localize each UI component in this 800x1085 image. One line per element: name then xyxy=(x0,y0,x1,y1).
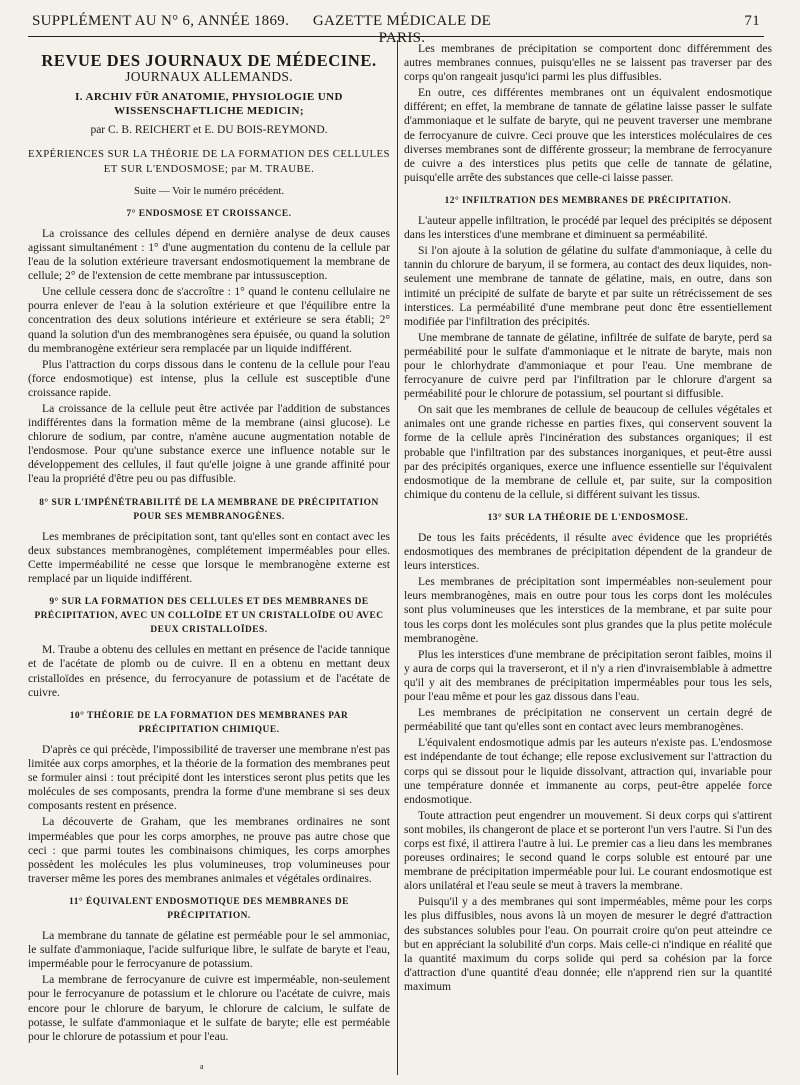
header-journal-title: GAZETTE MÉDICALE DE PARIS. xyxy=(312,13,492,46)
section-subtitle: JOURNAUX ALLEMANDS. xyxy=(125,69,293,85)
header-rule xyxy=(28,36,764,37)
paragraph: D'après ce qui précède, l'impossibilité de traverser une membrane n'est pas limitée aux corps amorphes, et la théorie de la formation des membranes peut se formuler ainsi : tout précipité dont les interstices seront plus petits que les molécules de ses composants, prendra la forme d'une membrane si ses deux composants restent en présence. xyxy=(28,742,390,813)
paragraph: En outre, ces différentes membranes ont un équivalent endosmotique différent; en effet, la membrane de tannate de gélatine laisse passer le sulfate d'ammoniaque et le sulfate de baryte, qui ne peuvent traverser une membrane de ferrocyanure de cuivre. Ceci prouve que les interstices moléculaires de ces diverses membranes sont de différente grosseur; la membrane de ferrocyanure de cuivre a des interstices plus petits que celle de tannate de gélatine, puisqu'elle arrête des substances que celle-ci laisse passer. xyxy=(404,86,772,184)
paragraph: Une membrane de tannate de gélatine, infiltrée de sulfate de baryte, perd sa perméabilité pour le sulfate d'ammoniaque et le nitrate de baryte, mais non pour le chlorhydrate d'ammoniaque et pour l'eau. Une membrane de ferrocyanure de cuivre perd par l'infiltration par le chlorure d'argent sa perméabilité pour le chlorure de potassium, sel pourtant si diffusible. xyxy=(404,330,772,401)
byline: par C. B. REICHERT et E. DU BOIS-REYMOND. xyxy=(90,124,328,137)
paragraph: Les membranes de précipitation sont, tant qu'elles sont en contact avec les deux substances membranogènes, complétement imperméables pour elles. Cette imperméabilité ne cesse que lorsque le membranogène externe est remplacé par un liquide indifférent. xyxy=(28,529,390,585)
running-header xyxy=(32,13,760,46)
heading-12: 12° INFILTRATION DES MEMBRANES DE PRÉCIPITATION. xyxy=(444,195,732,206)
continuation-note: Suite — Voir le numéro précédent. xyxy=(133,184,285,197)
paragraph: Puisqu'il y a des membranes qui sont imperméables, même pour les corps les plus diffusibles, nous avons là un moyen de mesurer le degré d'attraction des substances solubles pour l'eau. On pourrait croire qu'on peut atteindre ce but en appréciant la solubilité d'un corps. Mais celle-ci n'indique en réalité que la quantité maximum du corps solide qui perd sa cohésion par la force d'attraction d'une quantité d'eau donnée; elle n'apprend rien sur la quantité maximum xyxy=(404,895,772,993)
paragraph: La membrane de ferrocyanure de cuivre est imperméable, non-seulement pour le ferrocyanure de potassium et le chlorure ou l'acétate de cuivre, mais encore pour le chlorure de baryum, le chlorure de calcium, le sulfate de potasse, le sulfate d'ammoniaque et le sulfate de baryte; elle est perméable pour le chlorure de potassium et pour l'eau. xyxy=(28,973,390,1043)
paragraph: La membrane du tannate de gélatine est perméable pour le sel ammoniac, le sulfate d'ammoniaque, l'acide sulfurique libre, le sulfate de baryte et l'eau, imperméable pour le ferrocyanure de potassium. xyxy=(28,929,390,971)
paragraph: M. Traube a obtenu des cellules en mettant en présence de l'acide tannique et de l'acétate de plomb ou de cuivre. Il en a obtenu en mettant deux cristalloïdes en présence, du ferrocyanure de potassium et de l'acétate de cuivre. xyxy=(28,643,390,699)
paragraph: On sait que les membranes de cellule de beaucoup de cellules végétales et animales ont une grande richesse en parties fixes, qui conservent souvent la forme de la cellule après l'incinération des substances organiques; il est probable que l'infiltration par des substances inorganiques, et peut-être aussi par des précipités organiques, exerce une influence essentielle sur l'équivalent endosmotique de la membrane de cellule et, par suite, sur la composition chimique du contenu de la cellule, si différent suivant les tissus. xyxy=(404,403,772,501)
left-column xyxy=(28,42,390,1085)
heading-8: 8° SUR L'IMPÉNÉTRABILITÉ DE LA MEMBRANE DE PRÉCIPITATION POUR SES MEMBRANOGÈNES. xyxy=(39,497,379,522)
heading-9: 9° SUR LA FORMATION DES CELLULES ET DES MEMBRANES DE PRÉCIPITATION, AVEC UN COLLOÏDE ET UN CRISTALLOÏDE OU AVEC DEUX CRISTALLOÏDES. xyxy=(34,597,384,636)
paragraph: Une cellule cessera donc de s'accroître : 1° quand le contenu cellulaire ne pourra enlever de l'eau à la solution extérieure et que l'équilibre entre la concentration des deux solutions intérieure et extérieure se sera établi; 2° quand la solution d'un des membranogènes sera épuisée, ou quand la solution du membranogène extérieur sera remplacée par un liquide indifférent. xyxy=(28,285,390,355)
paragraph: De tous les faits précédents, il résulte avec évidence que les propriétés endosmotiques des membranes de précipitation dépendent de la grandeur de leurs interstices. xyxy=(404,531,772,573)
right-column xyxy=(404,42,772,1085)
paragraph: L'auteur appelle infiltration, le procédé par lequel des précipités se déposent dans les interstices d'une membrane et diminuent sa perméabilité. xyxy=(404,214,772,242)
paragraph: La croissance de la cellule peut être activée par l'addition de substances indifférentes dans la formation même de la membrane (ainsi glucose). Le chlorure de sodium, par contre, n'amène aucune augmentation notable de l'endosmose. Pour qu'une substance exerce une influence notable sur le développement des cellules, il faut qu'elle joigne à une grande affinité pour l'eau la propriété d'être peu ou pas diffusible. xyxy=(28,401,390,486)
paragraph: L'équivalent endosmotique admis par les auteurs n'existe pas. L'endosmose est indépendante de tout échange; elle repose exclusivement sur l'attraction du corps qui se dissout pour le liquide dissolvant, attraction qui, invariable pour une température donnée et immanente au corps, peut-être appelée force endosmotique. xyxy=(404,736,772,806)
heading-11: 11° ÉQUIVALENT ENDOSMOTIQUE DES MEMBRANES DE PRÉCIPITATION. xyxy=(69,896,349,921)
heading-7: 7° ENDOSMOSE ET CROISSANCE. xyxy=(126,208,292,219)
heading-10: 10° THÉORIE DE LA FORMATION DES MEMBRANES PAR PRÉCIPITATION CHIMIQUE. xyxy=(69,710,349,735)
paragraph: Les membranes de précipitation se comportent donc différemment des autres membranes connues, puisqu'elles ne se laissent pas traverser par des corps qu'on rangeait jusqu'ici parmi les plus diffusibles. xyxy=(404,42,772,84)
paragraph: La croissance des cellules dépend en dernière analyse de deux causes agissant simultanément : 1° d'une augmentation du contenu de la cellule par l'eau de la solution extérieure traversant endosmotiquement la membrane de cellule; 2° de l'extension de cette membrane par intussusception. xyxy=(28,226,390,283)
header-supplement: SUPPLÉMENT AU N° 6, ANNÉE 1869. xyxy=(32,13,290,29)
heading-13: 13° SUR LA THÉORIE DE L'ENDOSMOSE. xyxy=(487,512,689,523)
journal-name: I. ARCHIV FÜR ANATOMIE, PHYSIOLOGIE UND WISSENSCHAFTLICHE MEDICIN; xyxy=(75,91,343,118)
paragraph: Les membranes de précipitation sont imperméables non-seulement pour leurs membranogènes, mais en outre pour tous les corps dont les molécules sont plus volumineuses que les interstices de la membrane, et par suite pour tous les corps dont les molécules sont plus grandes que la plus petite molécule membranogène. xyxy=(404,575,772,645)
paragraph: Plus les interstices d'une membrane de précipitation seront faibles, moins il y aura de corps qui la traverseront, et il n'y a rien d'invraisemblable à admettre qu'il y ait des membranes de précipitation imperméables pour tous les sels, pour l'eau même et pour les gaz dissous dans l'eau. xyxy=(404,647,772,704)
footer-mark: a xyxy=(200,1062,204,1071)
paragraph: Toute attraction peut engendrer un mouvement. Si deux corps qui s'attirent sont mobiles, ils changeront de place et se porteront l'un vers l'autre. Si l'un des corps est fixé, il attirera l'autre à lui. Le premier cas a lieu dans les membranes poreuses ordinaires; le second quand le corps soluble est entouré par une membrane de précipitation imperméable pour lui. Le courant endosmotique est alors unilatéral et l'eau seule se meut à travers la membrane. xyxy=(404,808,772,893)
paragraph: Plus l'attraction du corps dissous dans le contenu de la cellule pour l'eau (force endosmotique) est intense, plus la cellule est susceptible d'une croissance rapide. xyxy=(28,357,390,399)
paragraph: Les membranes de précipitation ne conservent un certain degré de perméabilité que tant qu'elles sont en contact avec leurs membranogènes. xyxy=(404,706,772,734)
paragraph: Si l'on ajoute à la solution de gélatine du sulfate d'ammoniaque, à celle du tannin du chlorure de baryum, il se formera, au contact des deux liquides, non-seulement une membrane de tannate de gélatine, mais, en outre, dans son intimité un précipité de sulfate de baryte et par suite un rétrécissement de ses interstices. La perméabilité d'une membrane peut donc être essentiellement modifiée par l'infiltration des précipités. xyxy=(404,244,772,328)
article-title: EXPÉRIENCES SUR LA THÉORIE DE LA FORMATION DES CELLULES ET SUR L'ENDOSMOSE; par M. TRAUBE. xyxy=(28,148,390,175)
section-title: REVUE DES JOURNAUX DE MÉDECINE. xyxy=(41,51,377,70)
column-divider xyxy=(397,40,398,1075)
page-number: 71 xyxy=(744,13,760,29)
paragraph: La découverte de Graham, que les membranes ordinaires ne sont imperméables que pour les corps amorphes, ne prouve pas autre chose que ceci : que parmi toutes les combinaisons chimiques, les corps amorphes possèdent les molécules les plus volumineuses, trop volumineuses pour traverser même les pores des membranes animales et végétales ordinaires. xyxy=(28,815,390,885)
